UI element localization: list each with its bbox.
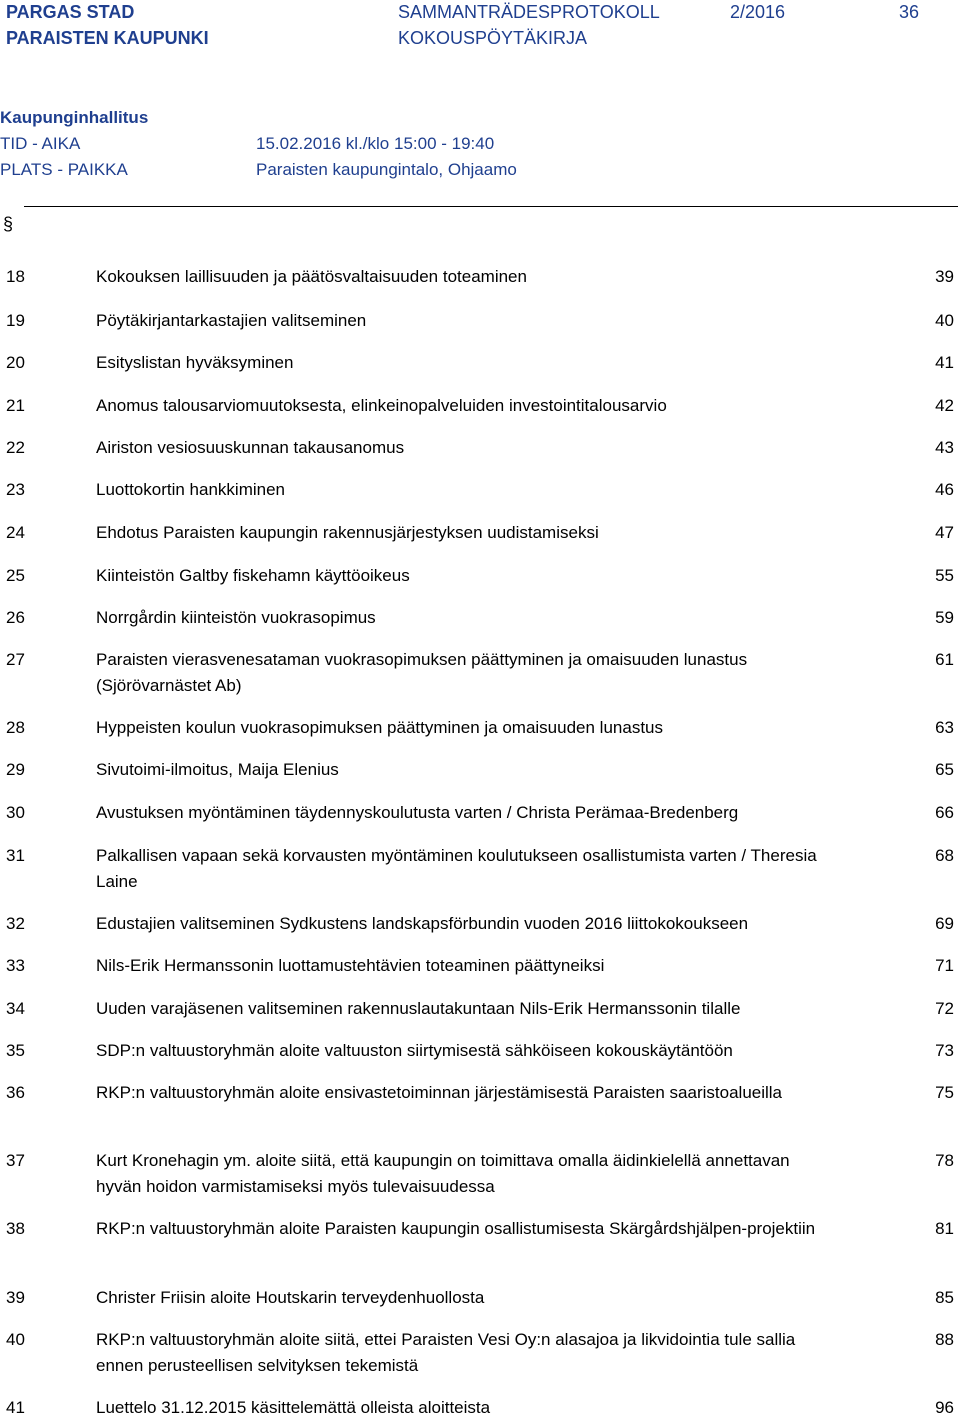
agenda-item-number: 27 <box>6 650 25 669</box>
section-sign: § <box>3 214 14 234</box>
agenda-item-page: 73 <box>935 1041 954 1060</box>
agenda-item-page: 85 <box>935 1288 954 1307</box>
city-name-sv: PARGAS STAD <box>6 2 135 22</box>
agenda-item-page: 61 <box>935 650 954 669</box>
agenda-item-page: 59 <box>935 608 954 627</box>
agenda-item-page: 39 <box>935 267 954 286</box>
agenda-item-number: 37 <box>6 1151 25 1170</box>
agenda-item-number: 30 <box>6 803 25 822</box>
agenda-item-page: 42 <box>935 396 954 415</box>
agenda-item-number: 29 <box>6 760 25 779</box>
agenda-item-number: 24 <box>6 523 25 542</box>
agenda-item-page: 43 <box>935 438 954 457</box>
agenda-item-page: 81 <box>935 1219 954 1238</box>
agenda-item-title: Esityslistan hyväksyminen <box>96 353 294 372</box>
agenda-item-page: 46 <box>935 480 954 499</box>
agenda-item-title: Luettelo 31.12.2015 käsittelemättä olleista aloitteista <box>96 1398 491 1417</box>
agenda-item-number: 33 <box>6 956 25 975</box>
meeting-body: Kaupunginhallitus <box>0 108 149 127</box>
agenda-item-title: Norrgårdin kiinteistön vuokrasopimus <box>96 608 376 627</box>
agenda-item-number: 40 <box>6 1330 25 1349</box>
agenda-item-number: 39 <box>6 1288 25 1307</box>
agenda-item-title: Palkallisen vapaan sekä korvausten myöntäminen koulutukseen osallistumista varten / Theresia Laine <box>96 846 817 891</box>
agenda-item-number: 34 <box>6 999 25 1018</box>
agenda-item-number: 31 <box>6 846 25 865</box>
agenda-item-title: Anomus talousarviomuutoksesta, elinkeinopalveluiden investointitalousarvio <box>96 396 667 415</box>
agenda-item-page: 47 <box>935 523 954 542</box>
place-value: Paraisten kaupungintalo, Ohjaamo <box>256 160 517 179</box>
agenda-item-page: 65 <box>935 760 954 779</box>
agenda-item-number: 25 <box>6 566 25 585</box>
agenda-item-page: 40 <box>935 311 954 330</box>
time-value: 15.02.2016 kl./klo 15:00 - 19:40 <box>256 134 495 153</box>
agenda-item-page: 72 <box>935 999 954 1018</box>
agenda-item-number: 28 <box>6 718 25 737</box>
agenda-item-page: 88 <box>935 1330 954 1349</box>
agenda-item-title: Airiston vesiosuuskunnan takausanomus <box>96 438 405 457</box>
agenda-item-title: Christer Friisin aloite Houtskarin terveydenhuollosta <box>96 1288 485 1307</box>
agenda-item-number: 23 <box>6 480 25 499</box>
agenda-item-page: 41 <box>935 353 954 372</box>
agenda-item-number: 19 <box>6 311 25 330</box>
agenda-item-number: 22 <box>6 438 25 457</box>
agenda-item-title: Luottokortin hankkiminen <box>96 480 286 499</box>
document-number: 2/2016 <box>730 2 786 22</box>
agenda-item-number: 41 <box>6 1398 25 1417</box>
agenda-item-number: 18 <box>6 267 25 286</box>
header-divider <box>24 206 958 207</box>
agenda-item-page: 96 <box>935 1398 954 1417</box>
agenda-item-number: 32 <box>6 914 25 933</box>
agenda-item-page: 68 <box>935 846 954 865</box>
agenda-item-title: RKP:n valtuustoryhmän aloite ensivastetoiminnan järjestämisestä Paraisten saaristoalueilla <box>96 1083 783 1102</box>
document-type-sv: SAMMANTRÄDESPROTOKOLL <box>398 2 660 22</box>
agenda-item-title: Edustajien valitseminen Sydkustens landskapsförbundin vuoden 2016 liittokokoukseen <box>96 914 749 933</box>
agenda-item-number: 20 <box>6 353 25 372</box>
agenda-item-page: 78 <box>935 1151 954 1170</box>
agenda-item-title: RKP:n valtuustoryhmän aloite siitä, ettei Paraisten Vesi Oy:n alasajoa ja likvidointia tule sallia ennen perusteellisen selvityksen tekemistä <box>96 1330 796 1375</box>
agenda-item-title: RKP:n valtuustoryhmän aloite Paraisten kaupungin osallistumisesta Skärgårdshjälpen-projektiin <box>96 1219 816 1238</box>
agenda-item-title: Uuden varajäsenen valitseminen rakennuslautakuntaan Nils-Erik Hermanssonin tilalle <box>96 999 741 1018</box>
agenda-item-number: 35 <box>6 1041 25 1060</box>
agenda-item-title: SDP:n valtuustoryhmän aloite valtuuston siirtymisestä sähköiseen kokouskäytäntöön <box>96 1041 733 1060</box>
page-number: 36 <box>899 2 920 22</box>
agenda-item-number: 36 <box>6 1083 25 1102</box>
agenda-item-title: Pöytäkirjantarkastajien valitseminen <box>96 311 367 330</box>
place-label: PLATS - PAIKKA <box>0 160 128 179</box>
agenda-item-page: 55 <box>935 566 954 585</box>
header-row-1 <box>6 2 956 28</box>
agenda-item-title: Sivutoimi-ilmoitus, Maija Elenius <box>96 760 339 779</box>
agenda-item-page: 69 <box>935 914 954 933</box>
time-label: TID - AIKA <box>0 134 81 153</box>
meeting-time-row <box>0 134 960 158</box>
meeting-place-row <box>0 160 960 184</box>
agenda-item-title: Nils-Erik Hermanssonin luottamustehtävien toteaminen päättyneiksi <box>96 956 605 975</box>
header-row-2 <box>6 28 956 54</box>
meeting-body-row <box>0 108 960 132</box>
agenda-item-title: Kiinteistön Galtby fiskehamn käyttöoikeus <box>96 566 410 585</box>
agenda-item-page: 75 <box>935 1083 954 1102</box>
agenda-item-title: Paraisten vierasvenesataman vuokrasopimuksen päättyminen ja omaisuuden lunastus (Sjörövarnästet Ab) <box>96 650 748 695</box>
agenda-item-number: 38 <box>6 1219 25 1238</box>
agenda-item-page: 63 <box>935 718 954 737</box>
agenda-item-page: 71 <box>935 956 954 975</box>
agenda-item-number: 26 <box>6 608 25 627</box>
document-type-fi: KOKOUSPÖYTÄKIRJA <box>398 28 588 48</box>
agenda-item-title: Kokouksen laillisuuden ja päätösvaltaisuuden toteaminen <box>96 267 527 286</box>
agenda-item-title: Kurt Kronehagin ym. aloite siitä, että kaupungin on toimittava omalla äidinkielellä annettavan hyvän hoidon varmistamiseksi myös tulevaisuudessa <box>96 1151 790 1196</box>
agenda-item-title: Hyppeisten koulun vuokrasopimuksen päättyminen ja omaisuuden lunastus <box>96 718 664 737</box>
agenda-item-page: 66 <box>935 803 954 822</box>
agenda-item-number: 21 <box>6 396 25 415</box>
agenda-item-title: Ehdotus Paraisten kaupungin rakennusjärjestyksen uudistamiseksi <box>96 523 599 542</box>
agenda-item-title: Avustuksen myöntäminen täydennyskoulutusta varten / Christa Perämaa-Bredenberg <box>96 803 739 822</box>
city-name-fi: PARAISTEN KAUPUNKI <box>6 28 209 48</box>
